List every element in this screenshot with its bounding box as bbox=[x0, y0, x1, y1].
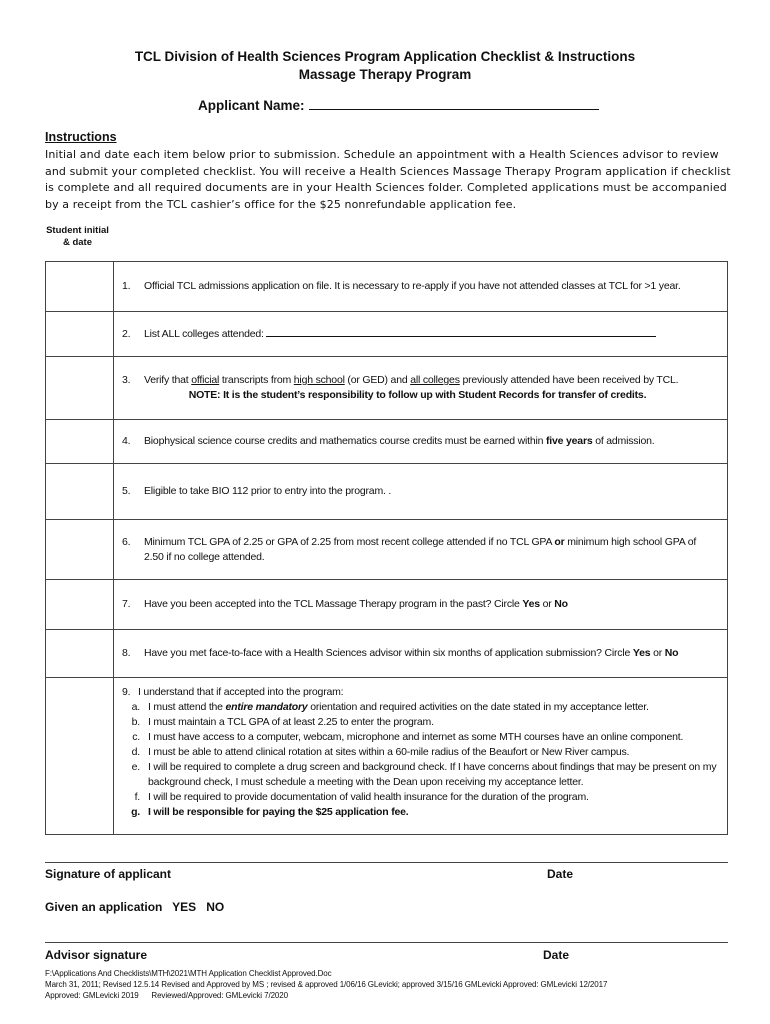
item-text-bold: five years bbox=[546, 435, 593, 447]
circle-no-option[interactable]: No bbox=[664, 647, 679, 659]
checklist-table bbox=[45, 261, 728, 835]
item-text: Official TCL admissions application on file. It is necessary to re-apply if you have not attended classes at TCL for >1 year. bbox=[144, 280, 681, 292]
circle-no-option[interactable]: No bbox=[554, 598, 568, 610]
item-number: 5. bbox=[122, 485, 131, 497]
initial-cell-5[interactable] bbox=[46, 464, 114, 520]
applicant-signature-label: Signature of applicant bbox=[45, 867, 172, 881]
checklist-row-7 bbox=[46, 580, 728, 630]
initial-cell-7[interactable] bbox=[46, 580, 114, 630]
instructions-heading: Instructions bbox=[45, 130, 117, 144]
item-text: orientation and required activities on the date stated in my acceptance letter. bbox=[307, 701, 649, 713]
item-text-underlined: all colleges bbox=[410, 374, 460, 386]
item-text: I must maintain a TCL GPA of at least 2.25 to enter the program. bbox=[148, 716, 434, 728]
list-letter: e. bbox=[131, 761, 140, 773]
transfer-credits-note: NOTE: It is the student’s responsibility to follow up with Student Records for transfer of credits. bbox=[188, 389, 647, 401]
checklist-item-2 bbox=[114, 327, 721, 342]
checklist-item-7 bbox=[114, 597, 721, 612]
footer-approval: Approved: GMLevicki 2019 Reviewed/Approved: GMLevicki 7/2020 bbox=[45, 991, 288, 1000]
item-number: 9. bbox=[122, 686, 131, 698]
initial-cell-3[interactable] bbox=[46, 357, 114, 420]
item-text: I must have access to a computer, webcam, microphone and internet as some MTH courses have an online component. bbox=[148, 731, 684, 743]
requirement-b bbox=[114, 715, 721, 730]
item-text: I must attend the bbox=[148, 701, 226, 713]
advisor-signature-line[interactable] bbox=[45, 942, 728, 943]
item-text: Verify that bbox=[144, 374, 192, 386]
item-number: 8. bbox=[122, 647, 131, 659]
item-text: or bbox=[650, 647, 665, 659]
item-text-underlined: high school bbox=[293, 374, 345, 386]
circle-yes-option[interactable]: Yes bbox=[632, 647, 651, 659]
item-text: List ALL colleges attended: bbox=[144, 327, 267, 340]
given-yes-option[interactable]: YES bbox=[172, 900, 197, 914]
initial-cell-6[interactable] bbox=[46, 520, 114, 580]
initial-cell-4[interactable] bbox=[46, 420, 114, 464]
item-number: 6. bbox=[122, 535, 131, 548]
item-text: 2.50 if no college attended. bbox=[144, 550, 265, 563]
requirement-g bbox=[114, 805, 721, 820]
item-text: Eligible to take BIO 112 prior to entry into the program. . bbox=[144, 485, 392, 497]
applicant-date-label: Date bbox=[547, 867, 574, 881]
given-no-option[interactable]: NO bbox=[206, 900, 225, 914]
list-letter: c. bbox=[132, 731, 140, 743]
item-text: Biophysical science course credits and mathematics course credits must be earned within bbox=[144, 435, 547, 447]
item-text: transcripts from bbox=[219, 374, 294, 386]
checklist-row-1 bbox=[46, 262, 728, 312]
requirement-a bbox=[114, 700, 721, 715]
item-text: previously attended have been received by TCL. bbox=[459, 374, 679, 386]
item-number: 1. bbox=[122, 280, 131, 292]
list-letter: d. bbox=[131, 746, 140, 758]
checklist-row-8 bbox=[46, 630, 728, 678]
item-number: 7. bbox=[122, 598, 131, 610]
item-text: minimum high school GPA of bbox=[564, 535, 697, 548]
checklist-row-4 bbox=[46, 420, 728, 464]
applicant-name-label: Applicant Name: bbox=[198, 98, 305, 113]
requirement-c bbox=[114, 730, 721, 745]
applicant-signature-line[interactable] bbox=[45, 862, 728, 863]
list-letter: b. bbox=[131, 716, 140, 728]
footer-revision-history: March 31, 2011; Revised 12.5.14 Revised and Approved by MS ; revised & approved 1/06/16 GLevicki; approved 3/15/16 GMLevicki Approved: GMLevicki 12/2017 bbox=[45, 980, 608, 989]
item-text-bold: or bbox=[554, 535, 565, 548]
advisor-date-label: Date bbox=[543, 948, 570, 962]
item-text: of admission. bbox=[592, 435, 655, 447]
item-text: I will be required to provide documentation of valid health insurance for the duration of the program. bbox=[148, 791, 589, 803]
checklist-item-9 bbox=[114, 685, 721, 820]
item-text: Have you been accepted into the TCL Massage Therapy program in the past? Circle bbox=[144, 598, 523, 610]
item-number: 4. bbox=[122, 435, 131, 447]
item-text-bold: entire mandatory bbox=[225, 701, 308, 713]
requirement-f bbox=[114, 790, 721, 805]
checklist-row-3 bbox=[46, 357, 728, 420]
initial-cell-1[interactable] bbox=[46, 262, 114, 312]
footer-file-path: F:\Applications And Checklists\MTH\2021\MTH Application Checklist Approved.Doc bbox=[45, 969, 332, 978]
document-title: TCL Division of Health Sciences Program Application Checklist & Instructions bbox=[134, 49, 636, 64]
initial-cell-9[interactable] bbox=[46, 678, 114, 835]
item-number: 3. bbox=[122, 374, 131, 386]
item-text: I understand that if accepted into the program: bbox=[138, 686, 344, 698]
checklist-row-5 bbox=[46, 464, 728, 520]
applicant-name-field[interactable] bbox=[198, 98, 599, 113]
list-letter: f. bbox=[134, 791, 140, 803]
item-text: I will be required to complete a drug screen and background check. If I have concerns about findings that may be present on my background check, I must schedule a meeting with the Dean upon receiving my acceptance letter. bbox=[148, 761, 717, 788]
applicant-name-line[interactable] bbox=[309, 98, 599, 110]
checklist-item-6 bbox=[114, 535, 721, 565]
advisor-signature-label: Advisor signature bbox=[45, 948, 148, 962]
checklist-item-3 bbox=[114, 373, 721, 403]
item-text: or bbox=[539, 598, 555, 610]
checklist-row-2 bbox=[46, 312, 728, 357]
list-letter: a. bbox=[131, 701, 140, 713]
item-text-underlined: official bbox=[191, 374, 220, 386]
checklist-item-4 bbox=[114, 434, 721, 449]
document-footer bbox=[45, 968, 607, 1001]
item-text-bold: I will be responsible for paying the $25 application fee. bbox=[148, 806, 409, 818]
item-text: Have you met face-to-face with a Health Sciences advisor within six months of application submission? Circle bbox=[144, 647, 633, 659]
item-text: Minimum TCL GPA of 2.25 or GPA of 2.25 from most recent college attended if no TCL GPA bbox=[144, 535, 555, 548]
student-initial-header bbox=[40, 225, 115, 249]
initial-cell-2[interactable] bbox=[46, 312, 114, 357]
student-date-label: & date bbox=[62, 237, 93, 248]
checklist-row-9 bbox=[46, 678, 728, 835]
requirement-d bbox=[114, 745, 721, 760]
checklist-item-1 bbox=[114, 279, 721, 294]
colleges-fill-line[interactable] bbox=[266, 327, 656, 337]
item-text: I must be able to attend clinical rotation at sites within a 60-mile radius of the Beaufort or New River campus. bbox=[148, 746, 630, 758]
instructions-body: Initial and date each item below prior to submission. Schedule an appointment with a Health Sciences advisor to review and submit your completed checklist. You will receive a Health Sciences Massage Therapy Program application if checklist is complete and all required documents are in your Health Sciences folder. Completed applications must be accompanied by a receipt from the TCL cashier’s office for the $25 nonrefundable application fee. bbox=[45, 148, 731, 211]
checklist-item-8 bbox=[114, 646, 721, 661]
checklist-row-6 bbox=[46, 520, 728, 580]
requirement-e bbox=[114, 760, 721, 790]
checklist-item-5 bbox=[114, 484, 721, 499]
item-number: 2. bbox=[122, 327, 131, 340]
list-letter: g. bbox=[131, 806, 140, 818]
student-initial-label: Student initial bbox=[46, 225, 109, 236]
given-application-field bbox=[45, 900, 224, 914]
circle-yes-option[interactable]: Yes bbox=[522, 598, 540, 610]
given-application-label: Given an application bbox=[45, 900, 163, 914]
initial-cell-8[interactable] bbox=[46, 630, 114, 678]
item-text: (or GED) and bbox=[344, 374, 411, 386]
program-subtitle: Massage Therapy Program bbox=[298, 67, 472, 82]
